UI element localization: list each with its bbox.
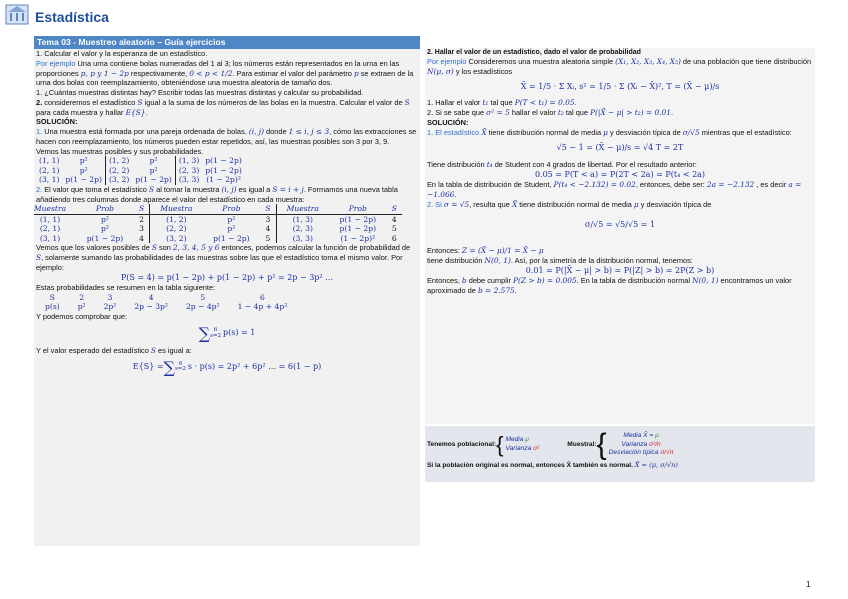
solution-1-note: Vemos las muestras posibles y sus probabilidades. xyxy=(36,146,204,156)
statistic-table xyxy=(34,204,402,243)
student-table-note: En la tabla de distribución de Student, P(t₄ < −2.132) = 0.02, entonces, debe ser: 2a = −2.132 , es decir a = −1.066. xyxy=(427,180,802,199)
right-column xyxy=(425,48,815,424)
equation-expectation: E{S} = ∑ 6 s=2 s · p(s) = 2p² + 6p² … = 6(1 − p) xyxy=(132,357,322,377)
right-solution-heading: SOLUCIÓN: xyxy=(427,117,469,127)
table-row: S 2 3 4 5 6 xyxy=(49,292,265,302)
student-note: Tiene distribución t₄ de Student con 4 grados de libertad. Por el resultado anterior: xyxy=(427,159,697,169)
solution-3: Vemos que los valores posibles de S son 2, 3, 4, 5 y 6 entonces, podemos calcular la función de probabilidad de S, solamente sumando las probabilidades de las muestras sobre las que el estadístico toma el mismo valor. Por ejemplo: xyxy=(36,243,411,272)
statistic-formulas: X̄ = 1/5 · Σ Xᵢ, s² = 1/5 · Σ (Xᵢ − X̄)², T = (X̄ − μ)/s xyxy=(520,81,720,91)
check-note: Y podemos comprobar que: xyxy=(36,311,128,321)
left-brace-icon: { xyxy=(496,432,504,457)
sigma-icon: ∑ xyxy=(163,357,175,377)
table-header-row: Muestra Prob S Muestra Prob S Muestra Prob S xyxy=(34,204,402,214)
right-example: Por ejemplo Consideremos una muestra aleatoria simple (X₁, X₂, X₃, X₄, X₅) de una población que tiene distribución N(μ, σ) y los estadísticos xyxy=(427,57,812,76)
samples-table xyxy=(36,156,245,184)
left-brace-icon: { xyxy=(596,428,607,461)
right-solution-2: 2. Si σ = √5, resulta que X̄ tiene distribución normal de media μ y desviación típica de xyxy=(427,199,712,209)
summary-note: Estas probabilidades se resumen en la tabla siguiente: xyxy=(36,283,216,293)
topic-bar: Tema 03 - Muestreo aleatorio – Guía ejercicios xyxy=(34,36,420,49)
table-row: (3, 1) p(1 − 2p) (3, 2) p(1 − 2p) (3, 3) (1 − 2p)² xyxy=(39,175,241,185)
right-question-2: 2. Si se sabe que σ² = 5 hallar el valor t₂ tal que P(|X̄ − μ| > t₂) = 0.01. xyxy=(427,108,673,118)
example-paragraph: Por ejemplo Una urna contiene bolas numeradas del 1 al 3; los números están representados en la urna en las proporciones p, p y 1 − 2p respectivamente, 0 < p < 1/2. Para estimar el valor del parámetro p se extraen de la urna dos bolas con reemplazamiento, obteniéndose una muestra aleatoria de tamaño dos. xyxy=(36,58,414,88)
sigma-icon: ∑ xyxy=(198,324,211,344)
right-solution-1: 1. El estadístico X̄ tiene distribución normal de media μ y desviación típica de σ/√5 mientras que el estadístico: xyxy=(427,127,792,137)
equation-probability: 0.05 = P(T < a) = P(2T < 2a) = P(t₄ < 2a) xyxy=(534,169,706,179)
left-column xyxy=(34,36,420,546)
summary-row: Tenemos poblacional: { Media μ Varianza σ² Muestral: { Media X̄ = μ Varianza σ²/n Desviación típica σ/√n xyxy=(427,428,674,461)
table-row: (2, 1) p² (2, 2) p² (2, 3) p(1 − 2p) xyxy=(39,165,242,175)
table-row: (1, 1) p² (1, 2) p² (1, 3) p(1 − 2p) xyxy=(39,156,242,166)
expected-note: Y el valor esperado del estadístico S es igual a: xyxy=(36,345,192,355)
equation-z: 0.01 = P(|X̄ − μ| > b) = P(|Z| > b) = 2P(Z > b) xyxy=(525,265,715,275)
question-2: 2. consideremos el estadístico S igual a la suma de los números de las bolas en la muestra. Calcular el valor de S para cada muestra y hallar E{S}. xyxy=(36,97,410,117)
item-1-title: 1. Calcular el valor y la esperanza de un estadístico. xyxy=(36,49,208,58)
equation-t: √5 − 1 = (X̄ − μ)/s = √4 T = 2T xyxy=(556,143,684,153)
table-row: (1, 1) p² 2 (1, 2) p² 3 (1, 3) p(1 − 2p) 4 xyxy=(39,214,397,224)
table-row: (3, 1) p(1 − 2p) 4 (3, 2) p(1 − 2p) 5 (3, 3) (1 − 2p)² 6 xyxy=(39,233,397,243)
section-2-title: 2. Hallar el valor de un estadístico, dado el valor de probabilidad xyxy=(427,49,641,56)
table-row: p(s) p² 2p² 2p − 3p² 2p − 4p² 1 − 4p + 4p² xyxy=(45,302,288,312)
university-crest-icon xyxy=(4,2,30,26)
summary-last-line: Si la población original es normal, entonces X̄ también es normal. X̄ = (μ, σ/√n) xyxy=(427,461,678,469)
equation-sum: ∑ 6 s=2 p(s) = 1 xyxy=(198,324,256,344)
right-content xyxy=(425,48,815,296)
solution-1: 1. Una muestra está formada por una pareja ordenada de bolas. (i, j) donde 1 ≤ i, j ≤ 3, cómo las extracciones se hacen con reemplazamiento, los números pueden estar repetidos, así, las muestras posibles son 3 por 3, 9. xyxy=(36,127,417,146)
equation-sigma: σ/√5 = √5/√5 = 1 xyxy=(584,219,656,229)
solution-heading: SOLUCIÓN: xyxy=(36,117,78,127)
equation-p-s4: P(S = 4) = p(1 − 2p) + p(1 − 2p) + p² = 2p − 3p² … xyxy=(120,272,334,282)
page-title: Estadística xyxy=(35,9,109,25)
question-1: 1. ¿Cuántas muestras distintas hay? Escribir todas las muestras distintas y calcular su probabilidad. xyxy=(36,88,364,98)
normal-note: tiene distribución N(0, 1). Así, por la simetría de la distribución normal, tenemos: xyxy=(427,255,693,265)
page-number: 1 xyxy=(806,580,811,589)
z-definition: Entonces: Z = (X̄ − μ)/1 = X̄ − μ xyxy=(427,246,544,256)
table-row: (2, 1) p² 3 (2, 2) p² 4 (2, 3) p(1 − 2p) 5 xyxy=(39,224,397,234)
left-content xyxy=(34,49,420,379)
right-question-1: 1. Hallar el valor t₁ tal que P(T < t₁) = 0.05. xyxy=(427,98,577,108)
solution-2: 2. El valor que toma el estadístico S al tomar la muestra (i, j) es igual a S = i + j. Formamos una nueva tabla añadiendo tres columnas donde aparece el valor del estadístico en cada muestra: xyxy=(36,184,398,204)
final-note: Entonces, b debe cumplir P(Z > b) = 0.005. En la tabla de distribución normal N(0, 1) encontramos un valor aproximado de b = 2.575. xyxy=(427,276,792,295)
summary-box xyxy=(425,426,815,482)
probability-table xyxy=(36,293,296,312)
